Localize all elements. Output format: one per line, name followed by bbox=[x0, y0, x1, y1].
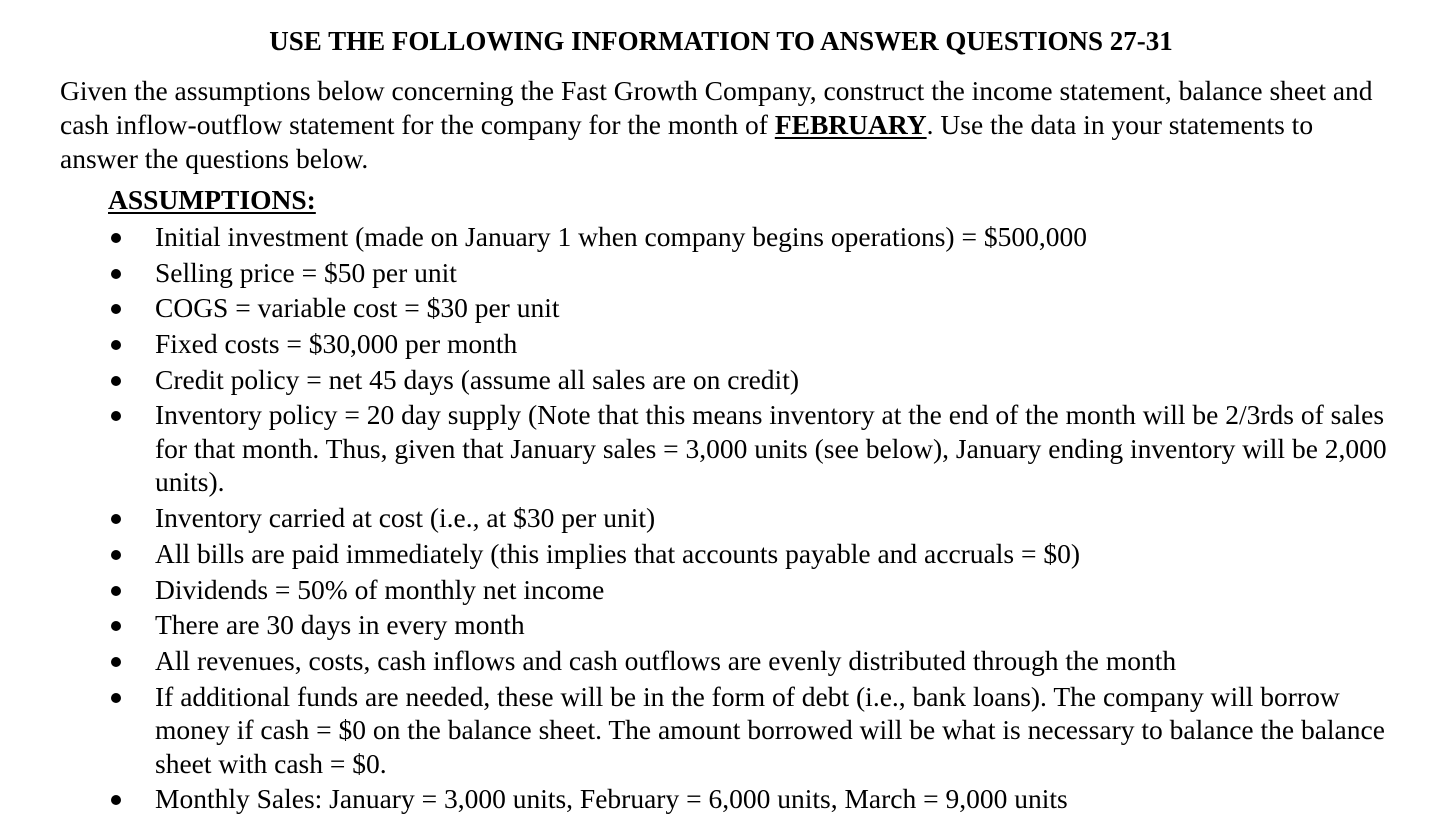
assumption-item bbox=[108, 537, 1388, 571]
assumption-text: Inventory policy = 20 day supply (Note that this means inventory at the end of the month will be 2/3rds of sales for that month. Thus, given that January sales = 3,000 units (see below), January ending inventory will be 2,000 units). bbox=[155, 399, 1387, 498]
bullet-icon bbox=[111, 795, 121, 805]
assumption-item bbox=[108, 782, 1388, 816]
intro-paragraph bbox=[60, 74, 1380, 176]
assumption-text: COGS = variable cost = $30 per unit bbox=[155, 292, 560, 324]
bullet-icon bbox=[111, 304, 121, 314]
assumption-text: All revenues, costs, cash inflows and cash outflows are evenly distributed through the month bbox=[155, 644, 1177, 676]
assumption-text: Dividends = 50% of monthly net income bbox=[155, 573, 605, 605]
bullet-icon bbox=[111, 550, 121, 560]
assumption-item bbox=[108, 363, 1388, 397]
assumption-item bbox=[108, 501, 1388, 535]
assumption-text: Monthly Sales: January = 3,000 units, February = 6,000 units, March = 9,000 units bbox=[155, 783, 1068, 815]
intro-month: FEBRUARY bbox=[774, 109, 927, 140]
assumption-item bbox=[108, 291, 1388, 325]
assumption-text: Inventory carried at cost (i.e., at $30 per unit) bbox=[155, 502, 656, 534]
bullet-icon bbox=[111, 586, 121, 596]
assumption-item bbox=[108, 608, 1388, 642]
page-heading: USE THE FOLLOWING INFORMATION TO ANSWER QUESTIONS 27-31 bbox=[269, 26, 1173, 56]
assumption-text: Fixed costs = $30,000 per month bbox=[155, 328, 518, 360]
assumptions-list bbox=[108, 220, 1388, 818]
bullet-icon bbox=[111, 411, 121, 421]
bullet-icon bbox=[111, 233, 121, 243]
bullet-icon bbox=[111, 657, 121, 667]
bullet-icon bbox=[111, 514, 121, 524]
intro-text-after: . Use the data in your statements to answer the questions below. bbox=[60, 109, 1314, 174]
assumption-text: All bills are paid immediately (this implies that accounts payable and accruals = $0) bbox=[155, 537, 1081, 569]
assumptions-title: ASSUMPTIONS: bbox=[108, 184, 316, 215]
assumption-item bbox=[108, 398, 1388, 499]
bullet-icon bbox=[111, 621, 121, 631]
bullet-icon bbox=[111, 693, 121, 703]
intro-text-before: Given the assumptions below concerning the Fast Growth Company, construct the income statement, balance sheet and cash inflow-outflow statement for the company for the month of bbox=[60, 75, 1373, 140]
assumption-item bbox=[108, 680, 1388, 781]
bullet-icon bbox=[111, 376, 121, 386]
bullet-icon bbox=[111, 269, 121, 279]
assumption-item bbox=[108, 327, 1388, 361]
assumption-item bbox=[108, 220, 1388, 254]
assumption-item bbox=[108, 573, 1388, 607]
assumption-item bbox=[108, 644, 1388, 678]
bullet-icon bbox=[111, 340, 121, 350]
assumption-text: Initial investment (made on January 1 when company begins operations) = $500,000 bbox=[155, 221, 1087, 252]
assumption-text: Credit policy = net 45 days (assume all sales are on credit) bbox=[155, 363, 799, 395]
assumption-text: If additional funds are needed, these will be in the form of debt (i.e., bank loans). The company will borrow money if cash = $0 on the balance sheet. The amount borrowed will be what is necessary to balance the balance sheet with cash = $0. bbox=[155, 680, 1385, 779]
assumption-item bbox=[108, 256, 1388, 290]
assumption-text: Selling price = $50 per unit bbox=[155, 256, 457, 288]
assumption-text: There are 30 days in every month bbox=[155, 609, 525, 641]
